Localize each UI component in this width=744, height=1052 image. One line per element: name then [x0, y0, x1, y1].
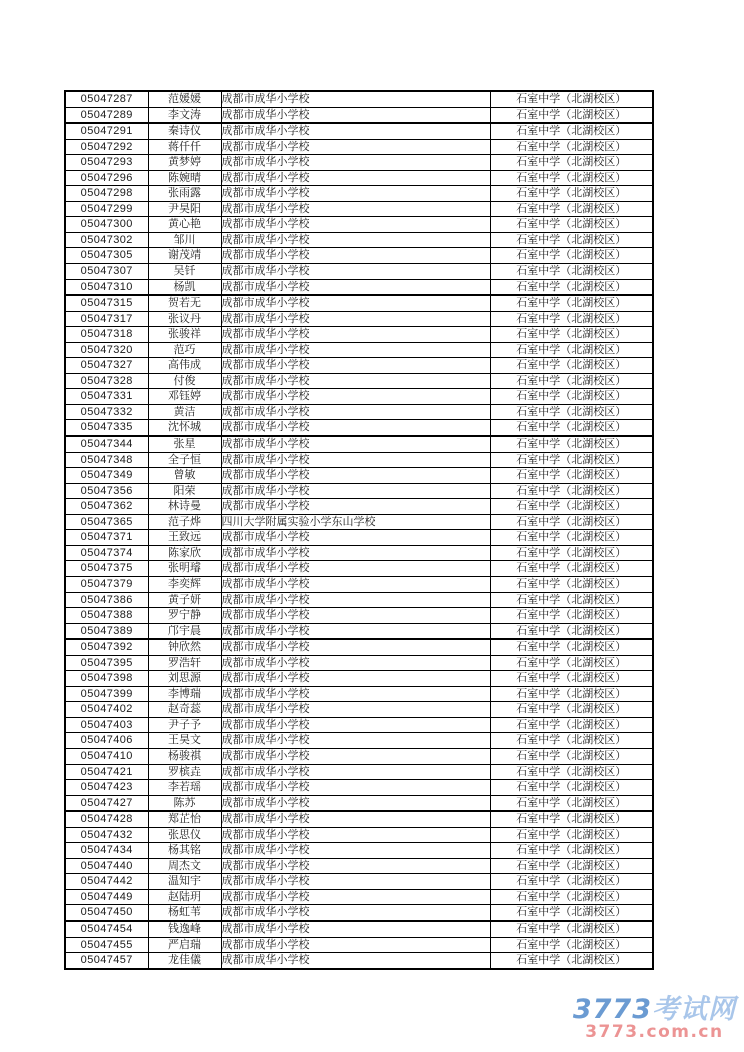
cell-name: 黄子妍	[148, 592, 221, 608]
roster-table-body	[65, 91, 653, 969]
cell-school: 成都市成华小学校	[221, 561, 490, 577]
cell-id: 05047307	[65, 264, 148, 280]
cell-school: 成都市成华小学校	[221, 921, 490, 937]
cell-name: 吴钎	[148, 264, 221, 280]
cell-assigned_school: 石室中学（北湖校区）	[490, 827, 653, 843]
cell-id: 05047293	[65, 155, 148, 171]
cell-id: 05047365	[65, 514, 148, 530]
cell-school: 成都市成华小学校	[221, 545, 490, 561]
table-row	[65, 373, 653, 389]
cell-school: 成都市成华小学校	[221, 201, 490, 217]
cell-school: 成都市成华小学校	[221, 686, 490, 702]
site-watermark	[572, 993, 736, 1043]
table-row	[65, 327, 653, 343]
table-row	[65, 592, 653, 608]
cell-id: 05047287	[65, 91, 148, 107]
cell-name: 李文涛	[148, 107, 221, 123]
cell-school: 成都市成华小学校	[221, 937, 490, 953]
cell-id: 05047374	[65, 545, 148, 561]
watermark-url: 3773.com.cn	[585, 1022, 724, 1043]
cell-id: 05047300	[65, 217, 148, 233]
cell-name: 张思仪	[148, 827, 221, 843]
cell-school: 成都市成华小学校	[221, 576, 490, 592]
cell-id: 05047379	[65, 576, 148, 592]
cell-id: 05047398	[65, 671, 148, 687]
table-row	[65, 953, 653, 969]
cell-name: 李博瑞	[148, 686, 221, 702]
cell-school: 成都市成华小学校	[221, 170, 490, 186]
cell-school: 成都市成华小学校	[221, 404, 490, 420]
cell-id: 05047349	[65, 468, 148, 484]
cell-id: 05047318	[65, 327, 148, 343]
cell-name: 严启瑞	[148, 937, 221, 953]
cell-name: 全子恒	[148, 452, 221, 468]
cell-assigned_school: 石室中学（北湖校区）	[490, 139, 653, 155]
cell-school: 成都市成华小学校	[221, 530, 490, 546]
cell-name: 郑芷怡	[148, 811, 221, 827]
watermark-logo-text: 考试网	[652, 993, 736, 1025]
cell-id: 05047428	[65, 811, 148, 827]
cell-assigned_school: 石室中学（北湖校区）	[490, 686, 653, 702]
cell-name: 邓钰婷	[148, 389, 221, 405]
table-row	[65, 623, 653, 639]
table-row	[65, 514, 653, 530]
cell-id: 05047455	[65, 937, 148, 953]
cell-school: 成都市成华小学校	[221, 889, 490, 905]
table-row	[65, 201, 653, 217]
cell-school: 成都市成华小学校	[221, 733, 490, 749]
cell-name: 曾敏	[148, 468, 221, 484]
cell-id: 05047395	[65, 655, 148, 671]
table-row	[65, 858, 653, 874]
cell-name: 邝宇晨	[148, 623, 221, 639]
table-row	[65, 843, 653, 859]
cell-school: 成都市成华小学校	[221, 155, 490, 171]
table-row	[65, 436, 653, 452]
cell-name: 王昊文	[148, 733, 221, 749]
cell-school: 成都市成华小学校	[221, 592, 490, 608]
table-row	[65, 217, 653, 233]
cell-assigned_school: 石室中学（北湖校区）	[490, 655, 653, 671]
table-row	[65, 545, 653, 561]
cell-assigned_school: 石室中学（北湖校区）	[490, 436, 653, 452]
cell-id: 05047375	[65, 561, 148, 577]
table-row	[65, 608, 653, 624]
cell-name: 陈苏	[148, 795, 221, 811]
cell-id: 05047434	[65, 843, 148, 859]
cell-school: 成都市成华小学校	[221, 452, 490, 468]
table-row	[65, 452, 653, 468]
cell-assigned_school: 石室中学（北湖校区）	[490, 811, 653, 827]
cell-name: 杨虹苇	[148, 905, 221, 921]
table-row	[65, 358, 653, 374]
cell-assigned_school: 石室中学（北湖校区）	[490, 107, 653, 123]
cell-assigned_school: 石室中学（北湖校区）	[490, 874, 653, 890]
student-roster-table	[64, 90, 654, 970]
table-row	[65, 139, 653, 155]
table-row	[65, 248, 653, 264]
cell-id: 05047320	[65, 342, 148, 358]
cell-assigned_school: 石室中学（北湖校区）	[490, 748, 653, 764]
cell-id: 05047392	[65, 639, 148, 655]
cell-id: 05047332	[65, 404, 148, 420]
cell-name: 贺若无	[148, 295, 221, 311]
cell-assigned_school: 石室中学（北湖校区）	[490, 295, 653, 311]
cell-assigned_school: 石室中学（北湖校区）	[490, 639, 653, 655]
table-row	[65, 733, 653, 749]
cell-id: 05047356	[65, 483, 148, 499]
table-row	[65, 921, 653, 937]
table-row	[65, 889, 653, 905]
table-row	[65, 561, 653, 577]
cell-id: 05047440	[65, 858, 148, 874]
cell-name: 张议丹	[148, 311, 221, 327]
table-row	[65, 123, 653, 139]
cell-school: 成都市成华小学校	[221, 811, 490, 827]
table-row	[65, 232, 653, 248]
cell-school: 成都市成华小学校	[221, 702, 490, 718]
cell-id: 05047310	[65, 279, 148, 295]
cell-assigned_school: 石室中学（北湖校区）	[490, 170, 653, 186]
cell-id: 05047335	[65, 420, 148, 436]
table-row	[65, 404, 653, 420]
cell-name: 王致远	[148, 530, 221, 546]
cell-assigned_school: 石室中学（北湖校区）	[490, 795, 653, 811]
cell-name: 杨骏祺	[148, 748, 221, 764]
cell-school: 成都市成华小学校	[221, 780, 490, 796]
cell-school: 成都市成华小学校	[221, 264, 490, 280]
cell-id: 05047403	[65, 717, 148, 733]
cell-assigned_school: 石室中学（北湖校区）	[490, 702, 653, 718]
cell-assigned_school: 石室中学（北湖校区）	[490, 733, 653, 749]
cell-name: 龙佳儀	[148, 953, 221, 969]
table-row	[65, 671, 653, 687]
cell-id: 05047327	[65, 358, 148, 374]
cell-name: 李若瑶	[148, 780, 221, 796]
cell-school: 成都市成华小学校	[221, 795, 490, 811]
cell-name: 尹子予	[148, 717, 221, 733]
cell-school: 成都市成华小学校	[221, 764, 490, 780]
cell-id: 05047348	[65, 452, 148, 468]
cell-id: 05047291	[65, 123, 148, 139]
cell-id: 05047432	[65, 827, 148, 843]
cell-id: 05047302	[65, 232, 148, 248]
table-row	[65, 639, 653, 655]
cell-id: 05047305	[65, 248, 148, 264]
cell-name: 陈婉晴	[148, 170, 221, 186]
cell-school: 成都市成华小学校	[221, 655, 490, 671]
cell-assigned_school: 石室中学（北湖校区）	[490, 780, 653, 796]
cell-assigned_school: 石室中学（北湖校区）	[490, 468, 653, 484]
cell-school: 成都市成华小学校	[221, 874, 490, 890]
cell-id: 05047317	[65, 311, 148, 327]
cell-assigned_school: 石室中学（北湖校区）	[490, 420, 653, 436]
cell-id: 05047328	[65, 373, 148, 389]
cell-id: 05047410	[65, 748, 148, 764]
cell-name: 罗宁静	[148, 608, 221, 624]
table-row	[65, 389, 653, 405]
cell-assigned_school: 石室中学（北湖校区）	[490, 264, 653, 280]
table-row	[65, 764, 653, 780]
table-row	[65, 780, 653, 796]
table-row	[65, 186, 653, 202]
cell-assigned_school: 石室中学（北湖校区）	[490, 91, 653, 107]
cell-school: 四川大学附属实验小学东山学校	[221, 514, 490, 530]
cell-school: 成都市成华小学校	[221, 499, 490, 515]
cell-id: 05047298	[65, 186, 148, 202]
cell-name: 张明璿	[148, 561, 221, 577]
cell-school: 成都市成华小学校	[221, 748, 490, 764]
cell-name: 赵奇蕊	[148, 702, 221, 718]
table-row	[65, 107, 653, 123]
cell-school: 成都市成华小学校	[221, 717, 490, 733]
cell-school: 成都市成华小学校	[221, 107, 490, 123]
cell-id: 05047442	[65, 874, 148, 890]
cell-assigned_school: 石室中学（北湖校区）	[490, 186, 653, 202]
cell-assigned_school: 石室中学（北湖校区）	[490, 561, 653, 577]
cell-id: 05047296	[65, 170, 148, 186]
table-row	[65, 748, 653, 764]
cell-id: 05047402	[65, 702, 148, 718]
table-row	[65, 311, 653, 327]
cell-name: 邹川	[148, 232, 221, 248]
cell-school: 成都市成华小学校	[221, 827, 490, 843]
cell-assigned_school: 石室中学（北湖校区）	[490, 545, 653, 561]
cell-id: 05047449	[65, 889, 148, 905]
cell-assigned_school: 石室中学（北湖校区）	[490, 905, 653, 921]
cell-assigned_school: 石室中学（北湖校区）	[490, 327, 653, 343]
cell-school: 成都市成华小学校	[221, 91, 490, 107]
cell-id: 05047362	[65, 499, 148, 515]
cell-assigned_school: 石室中学（北湖校区）	[490, 483, 653, 499]
cell-assigned_school: 石室中学（北湖校区）	[490, 764, 653, 780]
watermark-logo	[572, 993, 736, 1025]
table-row	[65, 827, 653, 843]
cell-school: 成都市成华小学校	[221, 217, 490, 233]
cell-assigned_school: 石室中学（北湖校区）	[490, 843, 653, 859]
cell-assigned_school: 石室中学（北湖校区）	[490, 155, 653, 171]
cell-assigned_school: 石室中学（北湖校区）	[490, 499, 653, 515]
cell-assigned_school: 石室中学（北湖校区）	[490, 953, 653, 969]
cell-name: 周杰文	[148, 858, 221, 874]
table-row	[65, 279, 653, 295]
cell-name: 林诗曼	[148, 499, 221, 515]
cell-name: 杨凯	[148, 279, 221, 295]
cell-name: 秦诗仪	[148, 123, 221, 139]
cell-assigned_school: 石室中学（北湖校区）	[490, 530, 653, 546]
cell-school: 成都市成华小学校	[221, 295, 490, 311]
cell-id: 05047331	[65, 389, 148, 405]
cell-name: 刘思源	[148, 671, 221, 687]
cell-name: 罗浩轩	[148, 655, 221, 671]
cell-name: 范巧	[148, 342, 221, 358]
cell-id: 05047423	[65, 780, 148, 796]
table-row	[65, 264, 653, 280]
cell-assigned_school: 石室中学（北湖校区）	[490, 623, 653, 639]
cell-name: 杨其铭	[148, 843, 221, 859]
cell-school: 成都市成华小学校	[221, 483, 490, 499]
cell-assigned_school: 石室中学（北湖校区）	[490, 717, 653, 733]
cell-id: 05047421	[65, 764, 148, 780]
cell-assigned_school: 石室中学（北湖校区）	[490, 671, 653, 687]
cell-school: 成都市成华小学校	[221, 139, 490, 155]
cell-assigned_school: 石室中学（北湖校区）	[490, 404, 653, 420]
cell-school: 成都市成华小学校	[221, 608, 490, 624]
table-row	[65, 155, 653, 171]
table-row	[65, 530, 653, 546]
cell-school: 成都市成华小学校	[221, 468, 490, 484]
cell-assigned_school: 石室中学（北湖校区）	[490, 389, 653, 405]
cell-assigned_school: 石室中学（北湖校区）	[490, 279, 653, 295]
cell-name: 范媛媛	[148, 91, 221, 107]
cell-name: 钱逸峰	[148, 921, 221, 937]
cell-name: 张骏祥	[148, 327, 221, 343]
cell-school: 成都市成华小学校	[221, 186, 490, 202]
table-row	[65, 576, 653, 592]
table-row	[65, 717, 653, 733]
cell-assigned_school: 石室中学（北湖校区）	[490, 921, 653, 937]
cell-assigned_school: 石室中学（北湖校区）	[490, 592, 653, 608]
cell-id: 05047454	[65, 921, 148, 937]
cell-school: 成都市成华小学校	[221, 436, 490, 452]
cell-school: 成都市成华小学校	[221, 248, 490, 264]
cell-assigned_school: 石室中学（北湖校区）	[490, 937, 653, 953]
cell-assigned_school: 石室中学（北湖校区）	[490, 248, 653, 264]
cell-assigned_school: 石室中学（北湖校区）	[490, 358, 653, 374]
cell-name: 温知宇	[148, 874, 221, 890]
table-row	[65, 499, 653, 515]
cell-school: 成都市成华小学校	[221, 311, 490, 327]
cell-name: 黄梦婷	[148, 155, 221, 171]
cell-assigned_school: 石室中学（北湖校区）	[490, 232, 653, 248]
table-row	[65, 342, 653, 358]
cell-school: 成都市成华小学校	[221, 420, 490, 436]
cell-name: 阳荣	[148, 483, 221, 499]
table-row	[65, 483, 653, 499]
cell-assigned_school: 石室中学（北湖校区）	[490, 452, 653, 468]
cell-id: 05047399	[65, 686, 148, 702]
cell-id: 05047388	[65, 608, 148, 624]
table-row	[65, 91, 653, 107]
table-row	[65, 811, 653, 827]
cell-name: 高伟成	[148, 358, 221, 374]
cell-name: 蒋仟仟	[148, 139, 221, 155]
cell-name: 陈家欣	[148, 545, 221, 561]
cell-school: 成都市成华小学校	[221, 843, 490, 859]
cell-assigned_school: 石室中学（北湖校区）	[490, 576, 653, 592]
cell-school: 成都市成华小学校	[221, 639, 490, 655]
cell-name: 黄洁	[148, 404, 221, 420]
cell-school: 成都市成华小学校	[221, 123, 490, 139]
table-row	[65, 795, 653, 811]
cell-name: 黄心艳	[148, 217, 221, 233]
cell-name: 赵陆玥	[148, 889, 221, 905]
cell-school: 成都市成华小学校	[221, 327, 490, 343]
cell-assigned_school: 石室中学（北湖校区）	[490, 311, 653, 327]
cell-id: 05047289	[65, 107, 148, 123]
cell-name: 钟欣然	[148, 639, 221, 655]
cell-name: 范子烨	[148, 514, 221, 530]
cell-id: 05047389	[65, 623, 148, 639]
cell-school: 成都市成华小学校	[221, 232, 490, 248]
cell-id: 05047450	[65, 905, 148, 921]
cell-name: 沈怀城	[148, 420, 221, 436]
cell-name: 张雨露	[148, 186, 221, 202]
cell-assigned_school: 石室中学（北湖校区）	[490, 608, 653, 624]
cell-school: 成都市成华小学校	[221, 342, 490, 358]
table-row	[65, 468, 653, 484]
cell-school: 成都市成华小学校	[221, 858, 490, 874]
cell-id: 05047371	[65, 530, 148, 546]
cell-name: 尹昊阳	[148, 201, 221, 217]
cell-id: 05047315	[65, 295, 148, 311]
table-row	[65, 295, 653, 311]
cell-assigned_school: 石室中学（北湖校区）	[490, 373, 653, 389]
cell-assigned_school: 石室中学（北湖校区）	[490, 858, 653, 874]
table-row	[65, 170, 653, 186]
cell-school: 成都市成华小学校	[221, 373, 490, 389]
table-row	[65, 874, 653, 890]
cell-school: 成都市成华小学校	[221, 905, 490, 921]
cell-school: 成都市成华小学校	[221, 671, 490, 687]
table-row	[65, 702, 653, 718]
cell-name: 张星	[148, 436, 221, 452]
cell-school: 成都市成华小学校	[221, 623, 490, 639]
cell-assigned_school: 石室中学（北湖校区）	[490, 342, 653, 358]
cell-assigned_school: 石室中学（北湖校区）	[490, 123, 653, 139]
cell-assigned_school: 石室中学（北湖校区）	[490, 889, 653, 905]
cell-id: 05047427	[65, 795, 148, 811]
table-row	[65, 905, 653, 921]
cell-assigned_school: 石室中学（北湖校区）	[490, 201, 653, 217]
table-row	[65, 937, 653, 953]
cell-school: 成都市成华小学校	[221, 358, 490, 374]
table-row	[65, 686, 653, 702]
cell-assigned_school: 石室中学（北湖校区）	[490, 514, 653, 530]
table-row	[65, 655, 653, 671]
watermark-logo-number: 3773	[572, 993, 652, 1025]
cell-id: 05047344	[65, 436, 148, 452]
cell-school: 成都市成华小学校	[221, 953, 490, 969]
cell-id: 05047457	[65, 953, 148, 969]
cell-name: 付俊	[148, 373, 221, 389]
cell-name: 罗槟垚	[148, 764, 221, 780]
cell-id: 05047406	[65, 733, 148, 749]
cell-id: 05047386	[65, 592, 148, 608]
cell-name: 谢茂靖	[148, 248, 221, 264]
cell-school: 成都市成华小学校	[221, 389, 490, 405]
cell-school: 成都市成华小学校	[221, 279, 490, 295]
cell-name: 李奕辉	[148, 576, 221, 592]
cell-id: 05047299	[65, 201, 148, 217]
cell-id: 05047292	[65, 139, 148, 155]
table-row	[65, 420, 653, 436]
cell-assigned_school: 石室中学（北湖校区）	[490, 217, 653, 233]
